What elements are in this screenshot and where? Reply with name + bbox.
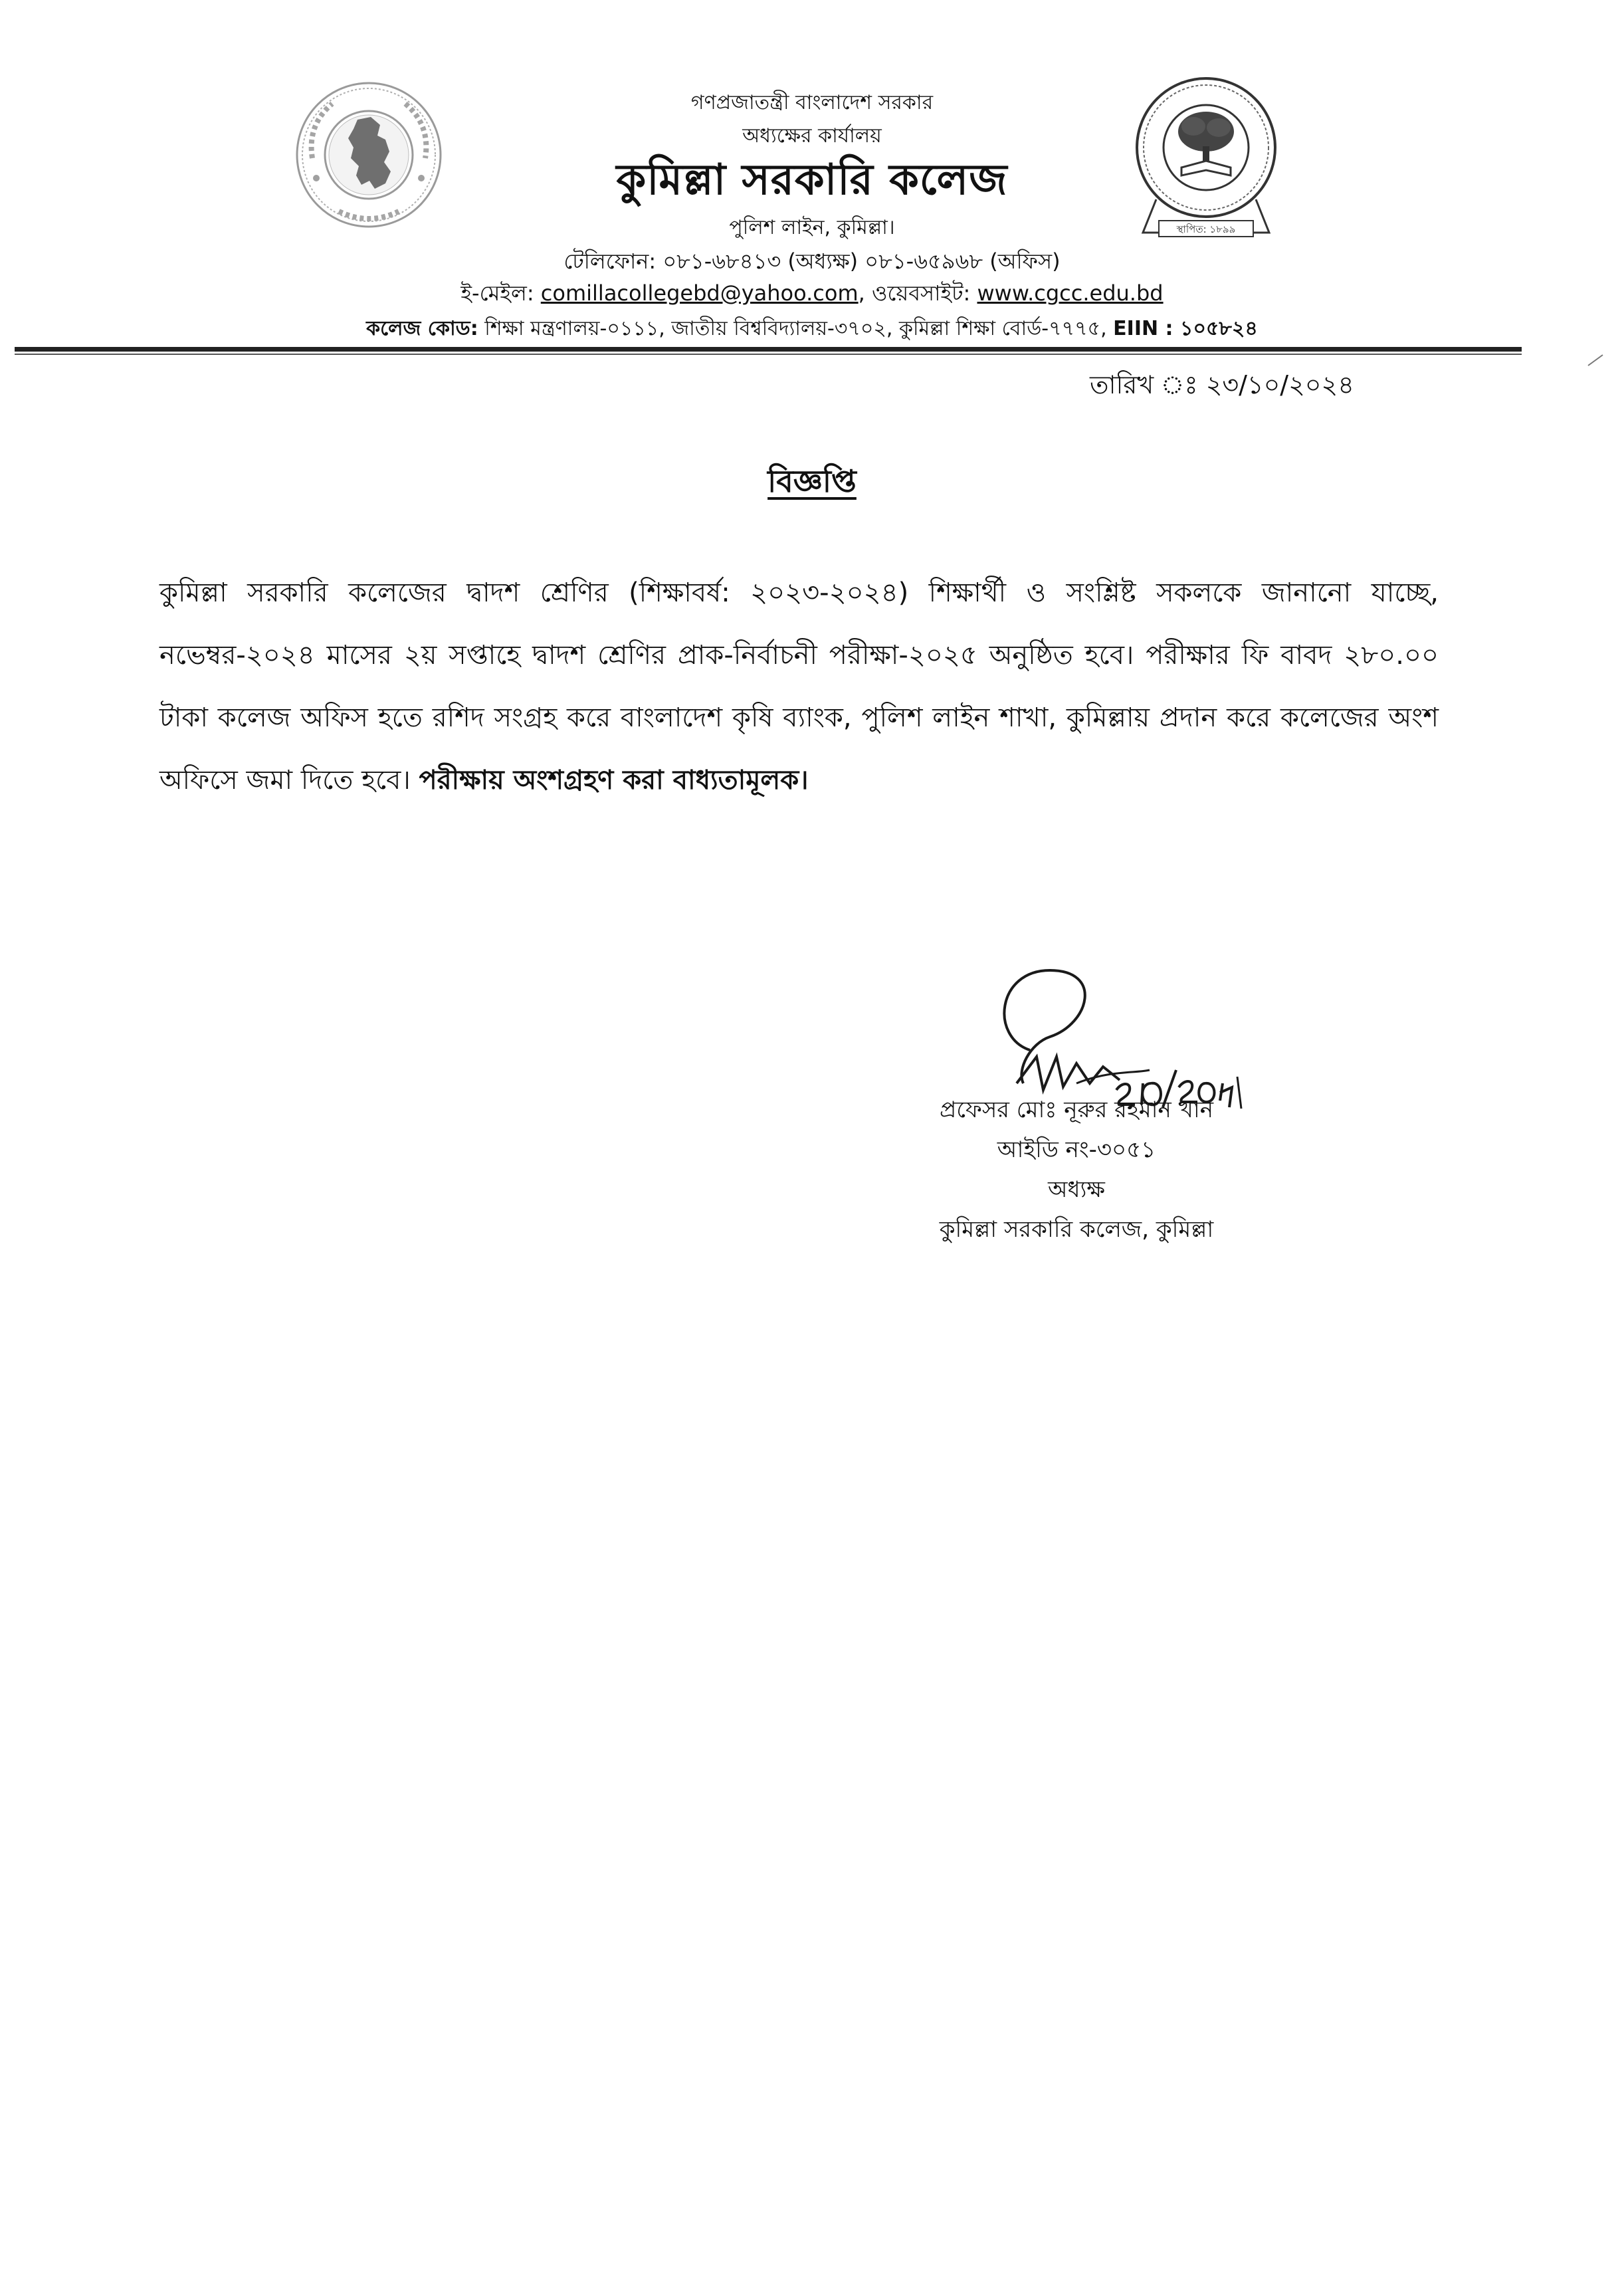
website-label: , ওয়েবসাইট: bbox=[858, 280, 971, 306]
scan-mark-icon bbox=[1587, 352, 1604, 367]
government-name: গণপ্রজাতন্ত্রী বাংলাদেশ সরকার bbox=[690, 91, 934, 114]
notice-body bbox=[159, 562, 1439, 811]
notice-body-emphasis: পরীক্ষায় অংশগ্রহণ করা বাধ্যতামূলক। bbox=[419, 765, 809, 796]
notice-heading-text: বিজ্ঞপ্তি bbox=[767, 463, 857, 499]
college-address: পুলিশ লাইন, কুমিল্লা। bbox=[729, 216, 895, 239]
header-divider-thin bbox=[15, 354, 1522, 355]
signatory-designation: অধ্যক্ষ bbox=[1048, 1176, 1105, 1203]
code-values: শিক্ষা মন্ত্রণালয়-০১১১, জাতীয় বিশ্ববিদ্যালয়-৩৭০২, কুমিল্লা শিক্ষা বোর্ড-৭৭৭৫, bbox=[478, 317, 1114, 340]
signatory-institution: কুমিল্লা সরকারি কলেজ, কুমিল্লা bbox=[939, 1216, 1214, 1243]
contact-line bbox=[0, 276, 1624, 312]
notice-heading bbox=[0, 459, 1624, 509]
seal-year-text: স্থাপিত: ১৮৯৯ bbox=[1176, 223, 1236, 235]
signatory-id: আইডি নং-৩০৫১ bbox=[997, 1136, 1156, 1163]
header-divider bbox=[15, 347, 1522, 352]
email-label: ই-মেইল: bbox=[460, 280, 534, 306]
signature-block bbox=[851, 1090, 1302, 1249]
college-codes bbox=[0, 312, 1624, 346]
eiin-code: EIIN : ১০৫৮২৪ bbox=[1113, 317, 1258, 340]
email-link[interactable]: comillacollegebd@yahoo.com bbox=[540, 280, 859, 306]
phone-numbers: টেলিফোন: ০৮১-৬৮৪১৩ (অধ্যক্ষ) ০৮১-৬৫৯৬৮ (অফিস) bbox=[563, 249, 1061, 274]
office-name: অধ্যক্ষের কার্যালয় bbox=[742, 124, 882, 148]
notice-date: তারিখ ঃ ২৩/১০/২০২৪ bbox=[1090, 370, 1354, 399]
signatory-name: প্রফেসর মোঃ নূরুর রহমান খান bbox=[939, 1097, 1214, 1123]
notice-body-text: কুমিল্লা সরকারি কলেজের দ্বাদশ শ্রেণির (শিক্ষাবর্ষ: ২০২৩-২০২৪) শিক্ষার্থী ও সংশ্লিষ্ট সকলকে জানানো যাচ্ছে, নভেম্বর-২০২৪ মাসের ২য় সপ্তাহে দ্বাদশ শ্রেণির প্রাক-নির্বাচনী পরীক্ষা-২০২৫ অনুষ্ঠিত হবে। পরীক্ষার ফি বাবদ ২৮০.০০ টাকা কলেজ অফিস হতে রশিদ সংগ্রহ করে বাংলাদেশ কৃষি ব্যাংক, পুলিশ লাইন শাখা, কুমিল্লায় প্রদান করে কলেজের অংশ অফিসে জমা দিতে হবে। bbox=[159, 578, 1439, 796]
handwritten-signature-icon bbox=[977, 957, 1256, 1110]
website-link[interactable]: www.cgcc.edu.bd bbox=[977, 280, 1164, 306]
code-label: কলেজ কোড: bbox=[366, 317, 478, 340]
college-name: কুমিল্লা সরকারি কলেজ bbox=[616, 156, 1008, 205]
